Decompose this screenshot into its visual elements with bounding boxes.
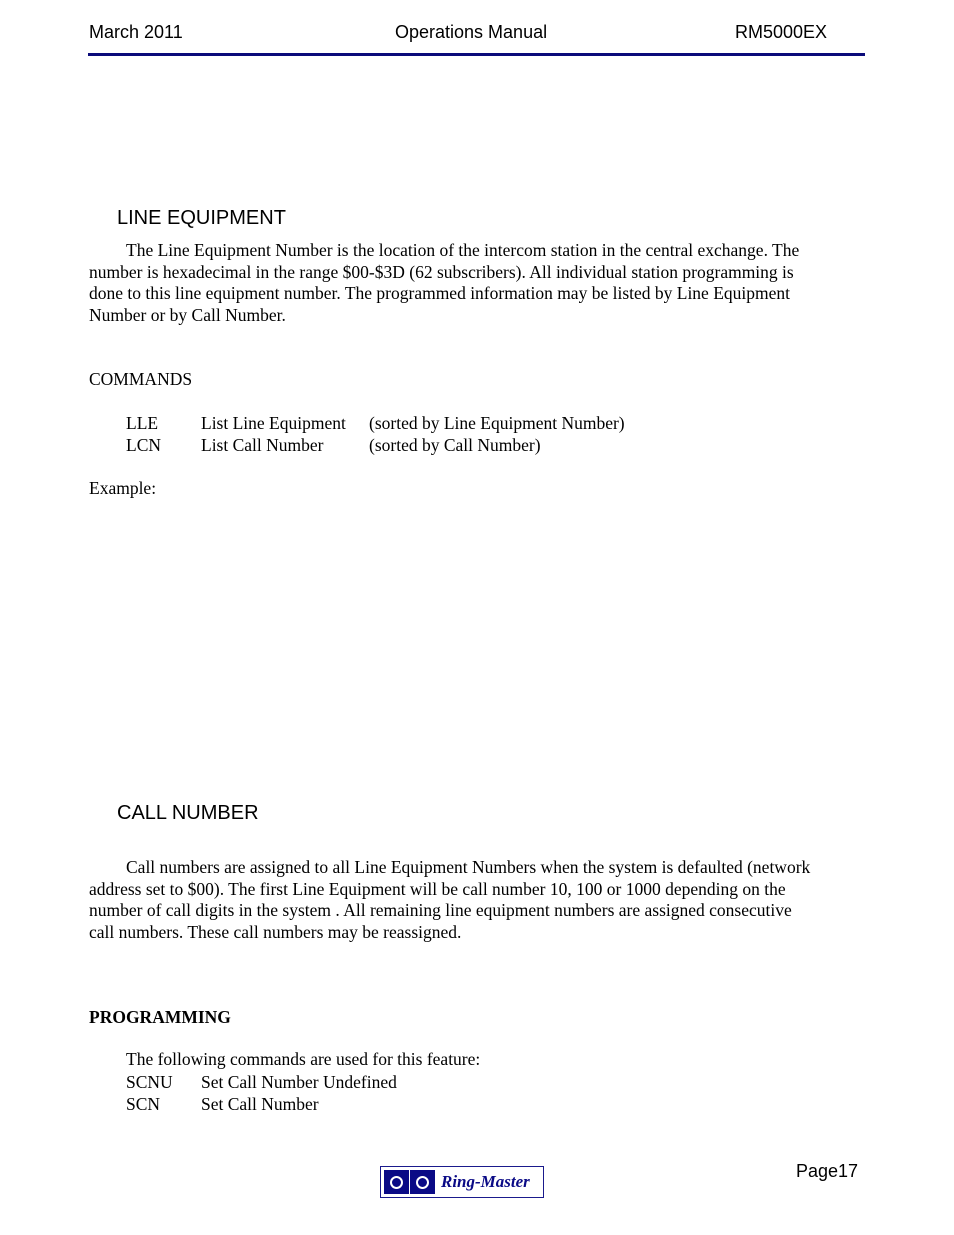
page-number: Page17: [796, 1161, 859, 1181]
paragraph-line: Number or by Call Number.: [89, 304, 286, 325]
section-heading-call-number: CALL NUMBER: [117, 802, 259, 824]
header-rule: [88, 53, 865, 56]
command-code: LLE: [126, 413, 159, 433]
programming-intro: The following commands are used for this feature:: [126, 1049, 481, 1069]
ring-master-logo: [380, 1166, 544, 1198]
command-code: SCN: [126, 1094, 161, 1114]
header-model: RM5000EX: [735, 22, 828, 42]
command-sort: (sorted by Call Number): [369, 435, 541, 455]
example-label: Example:: [89, 478, 157, 498]
logo-text: Ring-Master: [441, 1172, 530, 1191]
paragraph-line: address set to $00). The first Line Equipment will be call number 10, 100 or 1000 depending on the: [89, 878, 786, 899]
header-date: March 2011: [89, 22, 183, 42]
header-title: Operations Manual: [395, 22, 548, 42]
command-code: LCN: [126, 435, 161, 455]
command-name: List Line Equipment: [201, 413, 346, 433]
paragraph-line: number of call digits in the system . All remaining line equipment numbers are assigned consecutive: [89, 900, 792, 920]
call-number-paragraph: [89, 857, 861, 943]
paragraph-line: number is hexadecimal in the range $00-$3D (62 subscribers). All individual station programming is: [89, 261, 794, 282]
logo-ring-icon: [384, 1170, 409, 1194]
command-code: SCNU: [126, 1072, 173, 1092]
command-name: Set Call Number: [201, 1094, 319, 1114]
command-sort: (sorted by Line Equipment Number): [369, 413, 625, 433]
line-equipment-paragraph: [89, 240, 861, 326]
paragraph-line: The Line Equipment Number is the location of the intercom station in the central exchange. The: [126, 240, 800, 260]
section-heading-line-equipment: LINE EQUIPMENT: [117, 207, 286, 229]
paragraph-line: call numbers. These call numbers may be reassigned.: [89, 921, 462, 942]
command-name: Set Call Number Undefined: [201, 1072, 397, 1092]
programming-label: PROGRAMMING: [89, 1007, 231, 1027]
paragraph-line: Call numbers are assigned to all Line Equipment Numbers when the system is defaulted (network: [126, 857, 811, 877]
logo-ring-icon: [410, 1170, 435, 1194]
commands-label: COMMANDS: [89, 369, 193, 389]
command-name: List Call Number: [201, 435, 324, 455]
paragraph-line: done to this line equipment number. The programmed information may be listed by Line Equipment: [89, 283, 790, 303]
